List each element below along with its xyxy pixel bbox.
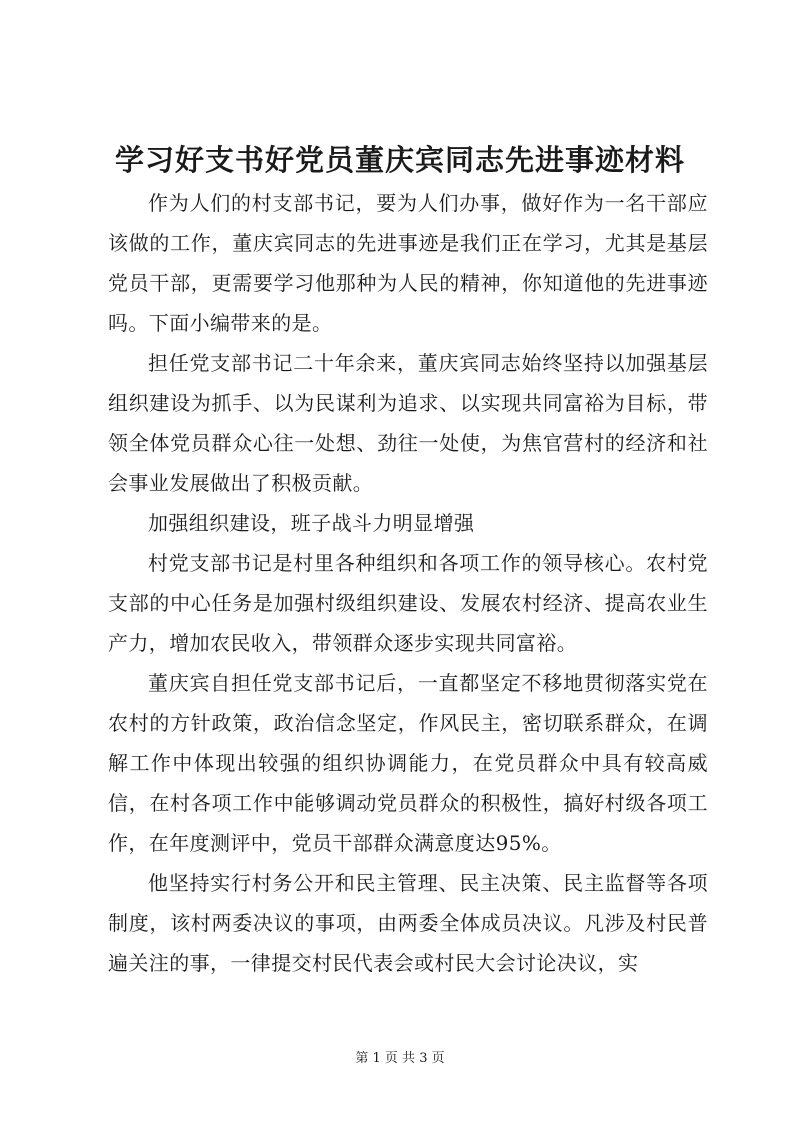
document-body	[108, 183, 708, 983]
document-title: 学习好支书好党员董庆宾同志先进事迹材料	[114, 143, 685, 177]
paragraph-village-affairs: 他坚持实行村务公开和民主管理、民主决策、民主监督等各项制度，该村两委决议的事项，由两委全体成员决议。凡涉及村民普遍关注的事，一律提交村民代表会或村民大会讨论决议，实	[108, 871, 708, 975]
paragraph-branch-role: 村党支部书记是村里各种组织和各项工作的领导核心。农村党支部的中心任务是加强村级组织建设、发展农村经济、提高农业生产力，增加农民收入，带领群众逐步实现共同富裕。	[108, 551, 708, 655]
paragraph-leadership: 董庆宾自担任党支部书记后，一直都坚定不移地贯彻落实党在农村的方针政策，政治信念坚定，作风民主，密切联系群众，在调解工作中体现出较强的组织协调能力，在党员群众中具有较高威信，在村各项工作中能够调动党员群众的积极性，搞好村级各项工作，在年度测评中，党员干部群众满意度达95%。	[108, 671, 708, 855]
section-heading: 加强组织建设，班子战斗力明显增强	[148, 511, 475, 535]
paragraph-intro: 作为人们的村支部书记，要为人们办事，做好作为一名干部应该做的工作，董庆宾同志的先进事迹是我们正在学习，尤其是基层党员干部，更需要学习他那种为人民的精神，你知道他的先进事迹吗。下面小编带来的是。	[108, 191, 708, 335]
page-footer: 第 1 页 共 3 页	[355, 1051, 445, 1066]
paragraph-tenure: 担任党支部书记二十年余来，董庆宾同志始终坚持以加强基层组织建设为抓手、以为民谋利为追求、以实现共同富裕为目标，带领全体党员群众心往一处想、劲往一处使，为焦官营村的经济和社会事业发展做出了积极贡献。	[108, 351, 708, 495]
